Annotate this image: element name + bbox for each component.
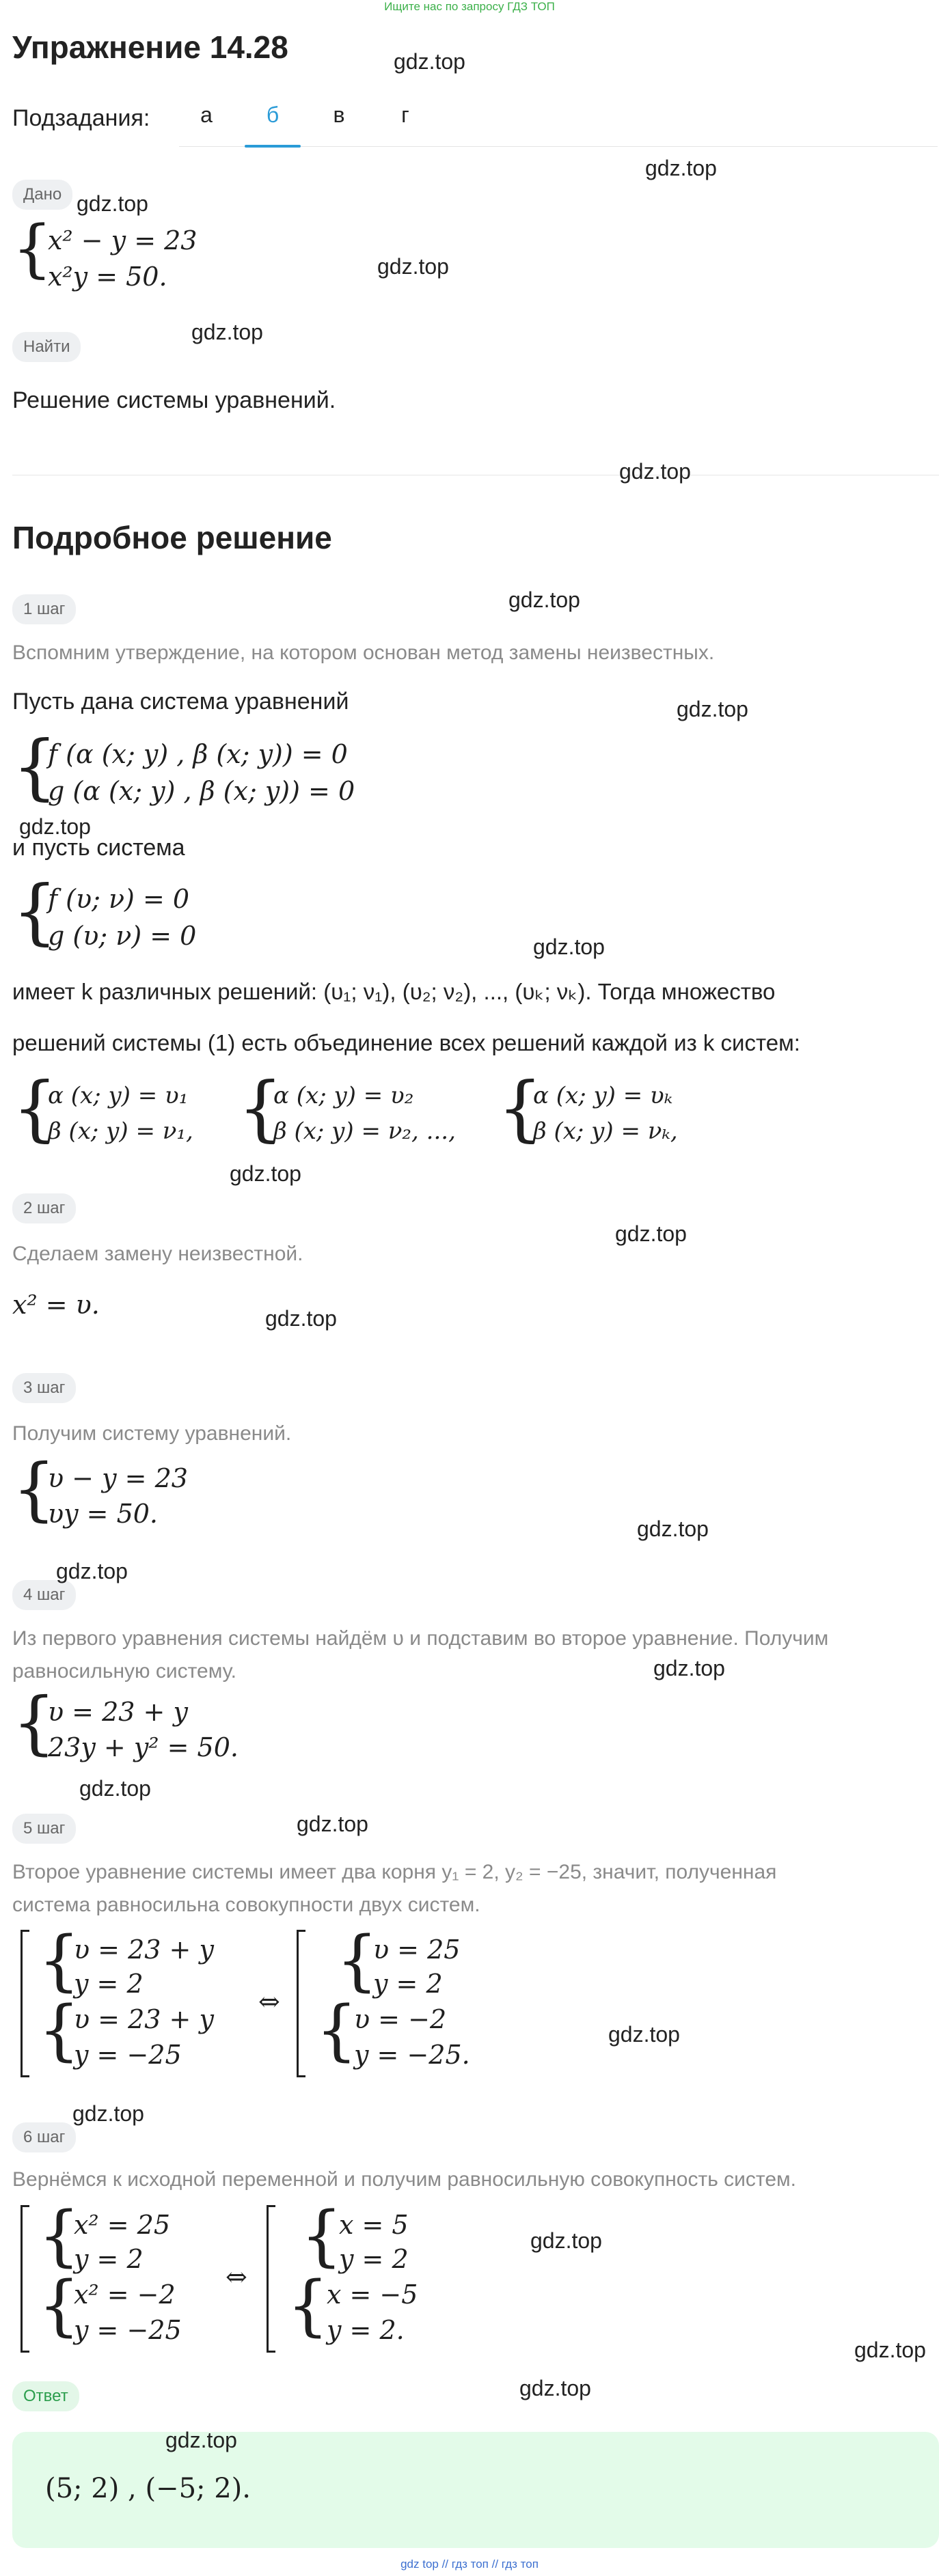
tab-g[interactable]: г [401,102,409,127]
step-6-text: Вернёмся к исходной переменной и получим равносильную совокупность систем. [12,2168,796,2191]
step-6-brace-l2: { [38,2267,81,2344]
step-6-r2: y = 2 [339,2244,409,2274]
tab-v[interactable]: в [333,102,345,127]
find-badge: Найти [12,332,81,362]
watermark: gdz.top [615,1221,687,1246]
watermark: gdz.top [79,1776,151,1801]
step-4-eq2: 23y + y² = 50. [48,1732,239,1762]
tab-a[interactable]: а [200,102,213,127]
active-tab-indicator [245,145,301,148]
given-eq1: x² − y = 23 [48,225,198,255]
watermark: gdz.top [265,1306,337,1331]
step-5-r2: y = 2 [373,1969,443,1999]
step-6-brace-r1: { [301,2198,343,2274]
given-badge: Дано [12,180,72,210]
step-5-right-bracket [297,1930,305,2077]
watermark: gdz.top [77,191,148,216]
step-6-right-bracket [267,2205,275,2353]
system-a-eq1: f (α (x; y) , β (x; y)) = 0 [48,739,348,769]
watermark: gdz.top [519,2376,591,2400]
step-5-brace-r1: { [336,1922,379,1999]
step-5-r3: υ = −2 [354,2004,447,2034]
step-5-left-bracket [21,1930,29,2077]
footer-links[interactable]: gdz top // гдз топ // гдз топ [400,2558,539,2571]
step-2-eq: x² = υ. [12,1290,100,1320]
k-system-3-eq1: α (x; y) = υₖ [533,1082,673,1109]
step-5-brace-l1: { [38,1922,81,1999]
step-5-r4: y = −25. [354,2040,470,2070]
watermark: gdz.top [677,697,748,721]
step-6-equiv-arrow: ⇔ [226,2262,247,2292]
step-6-l4: y = −25 [74,2315,182,2345]
step-6-badge: 6 шаг [12,2122,76,2152]
step-3-eq1: υ − y = 23 [48,1463,188,1493]
step-6-r1: x = 5 [339,2210,409,2240]
step-1-badge: 1 шаг [12,594,76,624]
step-5-brace-r2: { [316,1992,358,2068]
step-4-brace: { [12,1682,56,1762]
step-6-l2: y = 2 [74,2244,144,2274]
step-5-brace-l2: { [38,1992,81,2068]
step-6-brace-l1: { [38,2198,81,2274]
watermark: gdz.top [72,2101,144,2126]
step-5-l2: y = 2 [74,1969,144,1999]
k-system-2-eq1: α (x; y) = υ₂ [273,1082,414,1109]
step-2-badge: 2 шаг [12,1193,76,1223]
step-6-r3: x = −5 [327,2280,418,2310]
step-3-eq2: υy = 50. [48,1499,158,1529]
k-solutions-text: имеет k различных решений: (υ₁; ν₁), (υ₂; ν₂), ..., (υₖ; νₖ). Тогда множество [12,979,776,1004]
page-title: Упражнение 14.28 [12,29,288,65]
step-4-text-line1: Из первого уравнения системы найдём υ и подставим во второе уравнение. Получим [12,1627,829,1650]
answer-text: (5; 2) , (−5; 2). [45,2473,251,2504]
step-5-r1: υ = 25 [373,1935,461,1965]
k-system-1-eq2: β (x; y) = ν₁, [48,1118,193,1145]
watermark: gdz.top [530,2228,602,2253]
system-b-brace: { [12,870,58,953]
watermark: gdz.top [637,1516,709,1541]
step-6-r4: y = 2. [327,2315,405,2345]
watermark: gdz.top [191,320,263,344]
step-6-l3: x² = −2 [74,2280,176,2310]
watermark: gdz.top [377,254,449,279]
step-4-text-line2: равносильную систему. [12,1660,236,1682]
system-a-eq2: g (α (x; y) , β (x; y)) = 0 [48,776,355,806]
watermark: gdz.top [608,2022,680,2047]
k-system-1-brace: { [12,1066,58,1150]
k-system-3-brace: { [498,1066,543,1150]
subtasks-label: Подзадания: [12,105,150,131]
k-system-3-eq2: β (x; y) = νₖ, [533,1118,678,1145]
step-5-l1: υ = 23 + y [74,1935,214,1965]
k-system-2-brace: { [238,1066,284,1150]
watermark: gdz.top [165,2428,237,2452]
solution-heading: Подробное решение [12,520,332,555]
step-6-left-bracket [21,2205,29,2353]
system-b-eq2: g (υ; ν) = 0 [48,921,197,951]
watermark: gdz.top [619,459,691,484]
and-let-text: и пусть система [12,835,185,861]
watermark: gdz.top [56,1559,128,1583]
step-5-equiv-arrow: ⇔ [258,1986,280,2017]
watermark: gdz.top [19,814,91,839]
given-brace: { [12,212,53,285]
let-system-text: Пусть дана система уравнений [12,689,349,715]
given-eq2: x²y = 50. [48,262,167,292]
system-a-brace: { [12,725,58,808]
step-3-text: Получим систему уравнений. [12,1422,292,1445]
step-6-l1: x² = 25 [74,2210,171,2240]
step-3-brace: { [12,1449,56,1529]
answer-badge: Ответ [12,2381,79,2411]
watermark: gdz.top [394,49,465,74]
top-note[interactable]: Ищите нас по запросу ГДЗ ТОП [384,0,555,13]
step-3-badge: 3 шаг [12,1373,76,1403]
union-text: решений системы (1) есть объединение всех решений каждой из k систем: [12,1030,800,1055]
k-system-2-eq2: β (x; y) = ν₂, ..., [273,1118,456,1145]
tab-b[interactable]: б [266,102,280,127]
watermark: gdz.top [508,587,580,612]
step-4-badge: 4 шаг [12,1580,76,1610]
step-1-text: Вспомним утверждение, на котором основан метод замены неизвестных. [12,641,715,664]
step-6-brace-r2: { [287,2267,329,2344]
step-5-badge: 5 шаг [12,1814,76,1844]
watermark: gdz.top [297,1812,368,1836]
step-2-text: Сделаем замену неизвестной. [12,1243,303,1265]
find-text: Решение системы уравнений. [12,387,336,413]
watermark: gdz.top [533,934,605,959]
watermark: gdz.top [653,1656,725,1680]
step-4-eq1: υ = 23 + y [48,1697,188,1727]
step-5-text-line2: система равносильна совокупности двух систем. [12,1894,480,1916]
watermark: gdz.top [854,2338,926,2362]
system-b-eq1: f (υ; ν) = 0 [48,884,190,914]
step-5-l4: y = −25 [74,2040,182,2070]
k-system-1-eq1: α (x; y) = υ₁ [48,1082,189,1109]
watermark: gdz.top [230,1161,301,1186]
watermark: gdz.top [645,156,717,180]
step-5-l3: υ = 23 + y [74,2004,214,2034]
step-5-text-line1: Второе уравнение системы имеет два корня y₁ = 2, y₂ = −25, значит, полученная [12,1861,777,1883]
